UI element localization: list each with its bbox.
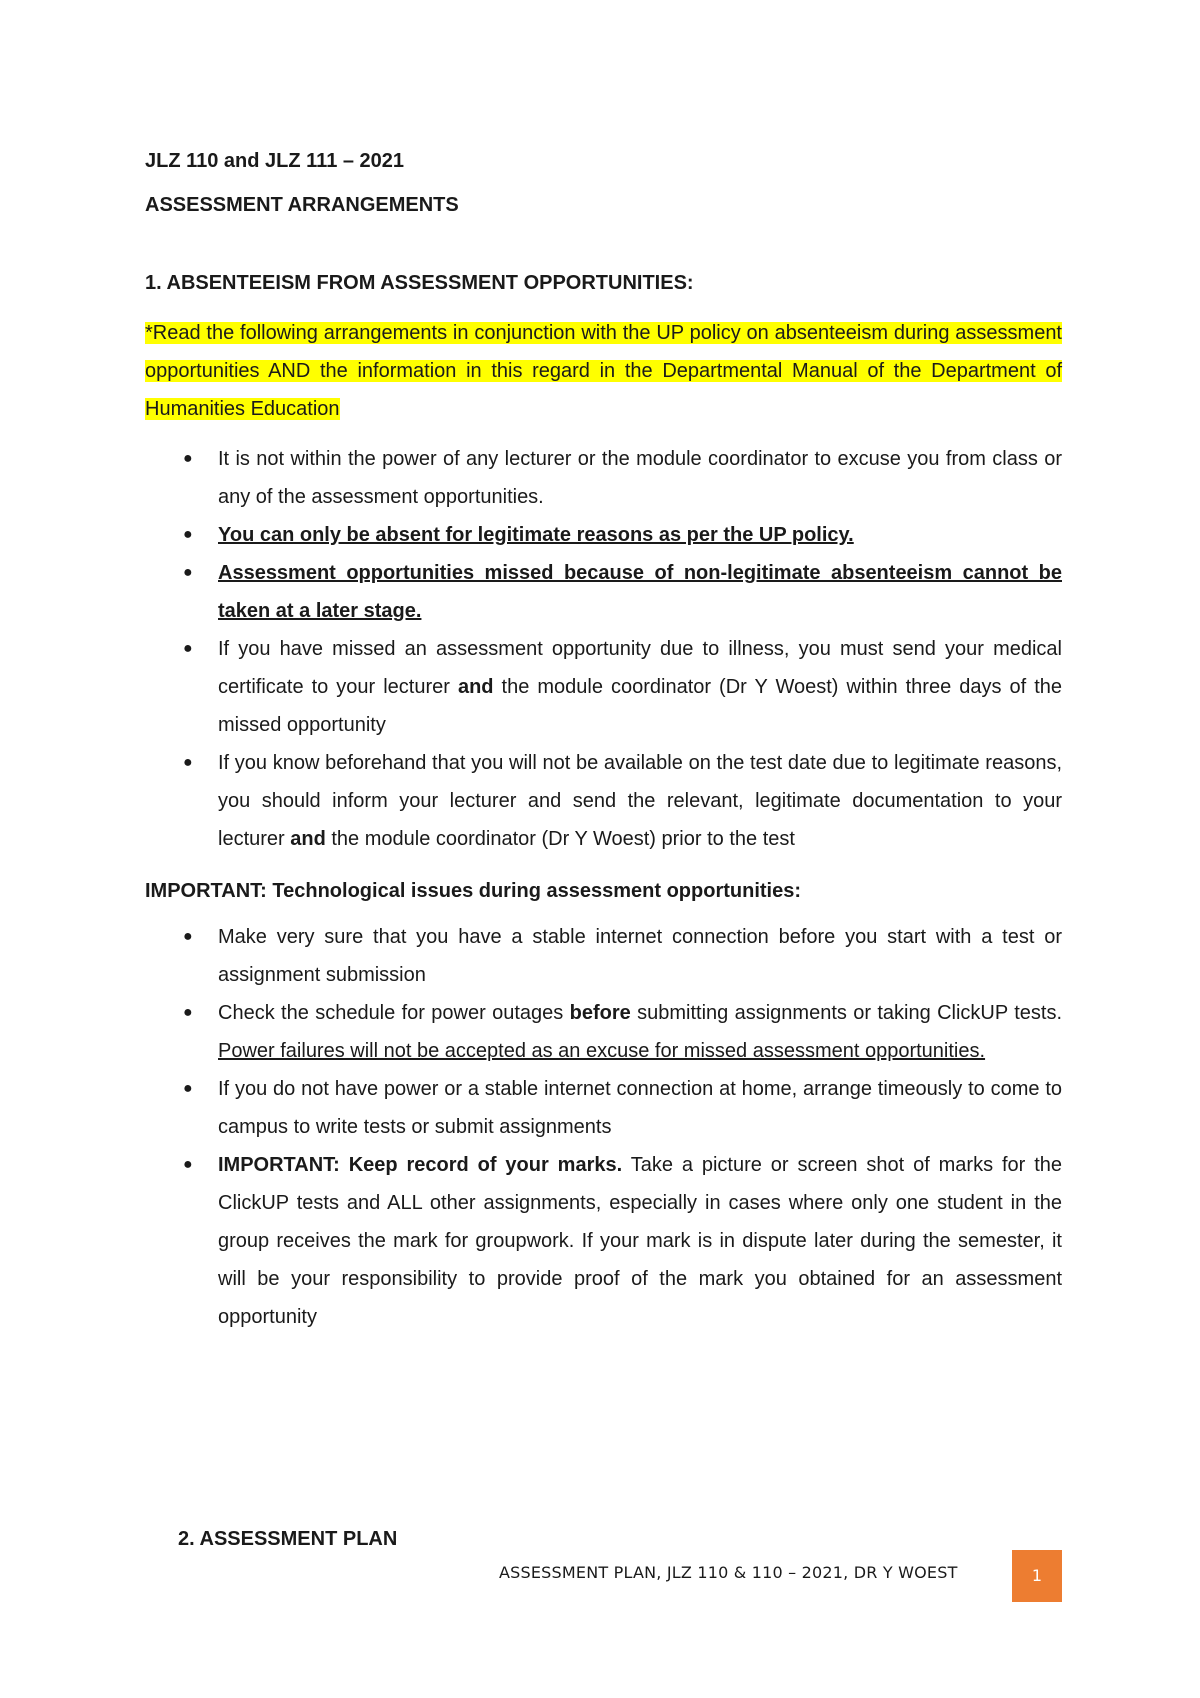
- list-item-text: the module coordinator (Dr Y Woest) prior to the test: [325, 828, 795, 850]
- list-item: [145, 554, 1062, 630]
- list-item: [145, 630, 1062, 744]
- list-item-text: If you have missed an assessment opportunity due to illness, you must send your medical certificate to your lecturer: [218, 638, 1062, 698]
- list-item-text: Check the schedule for power outages: [218, 1002, 570, 1024]
- bullet-icon: ●: [183, 526, 193, 543]
- bullet-icon: ●: [183, 450, 193, 467]
- document-title: JLZ 110 and JLZ 111 – 2021: [145, 150, 405, 172]
- list-item-text: Take a picture or screen shot of marks for the ClickUP tests and ALL other assignments, especially in cases where only one student in the group receives the mark for groupwork. If your mark is in dispute later during the semester, it will be your responsibility to provide proof of the mark you obtained for an assessment opportunity: [218, 1154, 1063, 1328]
- list-item: [145, 1070, 1062, 1146]
- highlight-note: [145, 314, 1062, 428]
- list-item: [145, 440, 1062, 516]
- list-item-text: It is not within the power of any lecturer or the module coordinator to excuse you from class or any of the assessment opportunities.: [218, 448, 1062, 508]
- page-content: [145, 142, 1062, 1336]
- bullet-icon: ●: [183, 564, 193, 581]
- list-item-text: If you know beforehand that you will not be available on the test date due to legitimate reasons, you should inform your lecturer and send the relevant, legitimate documentation to your lecturer: [218, 752, 1062, 850]
- bold-word: before: [569, 1002, 631, 1024]
- important-heading: IMPORTANT: Technological issues during assessment opportunities:: [145, 880, 802, 902]
- highlighted-text: *Read the following arrangements in conjunction with the UP policy on absenteeism during assessment opportunities AND the information in this regard in the Departmental Manual of the Department of Humanities Education: [145, 322, 1062, 420]
- bullet-icon: ●: [183, 640, 193, 657]
- bullet-icon: ●: [183, 1156, 193, 1173]
- list-item: [145, 744, 1062, 858]
- page-footer: ASSESSMENT PLAN, JLZ 110 & 110 – 2021, DR Y WOEST: [499, 1563, 958, 1582]
- bullet-icon: ●: [183, 1004, 193, 1021]
- underlined-text: Power failures will not be accepted as an excuse for missed assessment opportunities.: [218, 1040, 986, 1062]
- bullet-icon: ●: [183, 928, 193, 945]
- list-item-text: Make very sure that you have a stable internet connection before you start with a test or assignment submission: [218, 926, 1062, 986]
- list-item-text: submitting assignments or taking ClickUP tests.: [630, 1002, 1062, 1024]
- document-subtitle: ASSESSMENT ARRANGEMENTS: [145, 194, 459, 216]
- absenteeism-list: [145, 440, 1062, 858]
- list-item-text: You can only be absent for legitimate reasons as per the UP policy.: [218, 524, 854, 546]
- list-item-text: the module coordinator (Dr Y Woest) within three days of the missed opportunity: [218, 676, 1063, 736]
- list-item: [145, 516, 1062, 554]
- list-item: [145, 1146, 1062, 1336]
- section-2-heading: 2. ASSESSMENT PLAN: [178, 1528, 398, 1550]
- list-item: [145, 918, 1062, 994]
- list-item-text: If you do not have power or a stable internet connection at home, arrange timeously to come to campus to write tests or submit assignments: [218, 1078, 1062, 1138]
- technology-list: [145, 918, 1062, 1336]
- bold-word: and: [457, 676, 494, 698]
- bullet-icon: ●: [183, 1080, 193, 1097]
- section-1-heading: 1. ABSENTEEISM FROM ASSESSMENT OPPORTUNITIES:: [145, 272, 694, 294]
- list-item: [145, 994, 1062, 1070]
- bullet-icon: ●: [183, 754, 193, 771]
- page-number-badge: 1: [1012, 1550, 1062, 1602]
- list-item-text: Assessment opportunities missed because of non-legitimate absenteeism cannot be taken at a later stage.: [218, 562, 1062, 622]
- bold-text: IMPORTANT: Keep record of your marks.: [218, 1154, 623, 1176]
- bold-word: and: [290, 828, 326, 850]
